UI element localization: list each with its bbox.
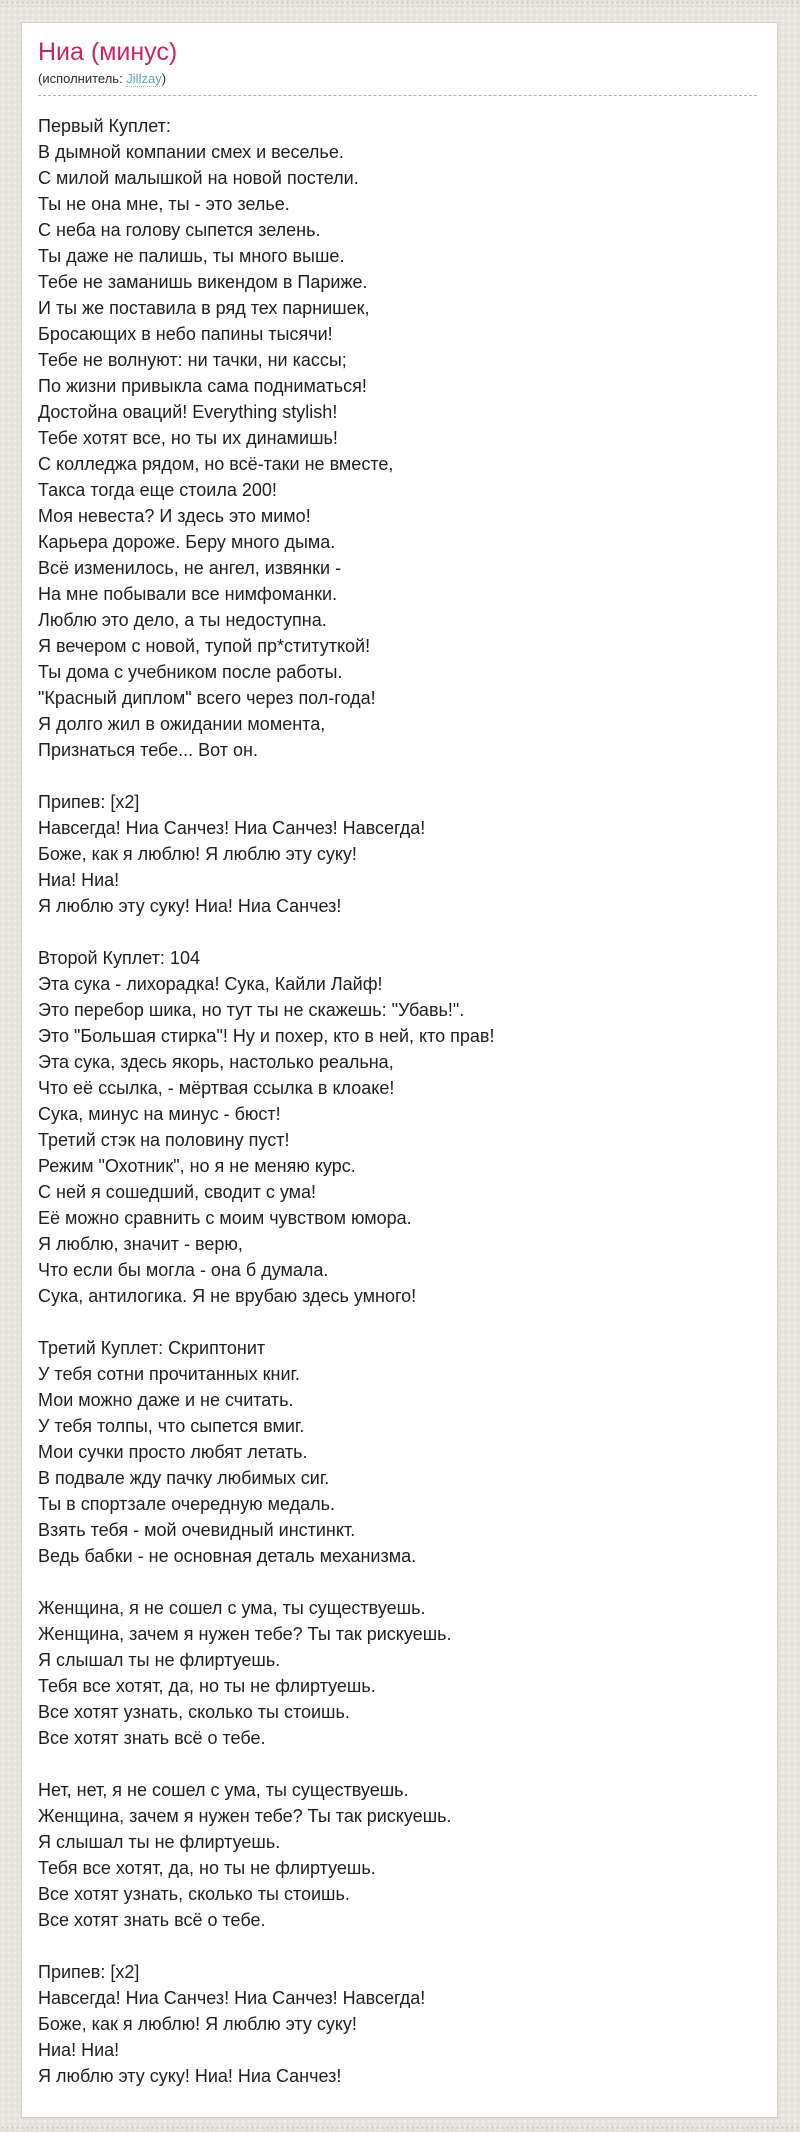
lyrics-line: Сука, минус на минус - бюст!: [38, 1104, 281, 1124]
stanza: [38, 789, 759, 919]
lyrics-line: У тебя сотни прочитанных книг.: [38, 1364, 300, 1384]
lyrics-line: Достойна оваций! Everything stylish!: [38, 402, 338, 422]
lyrics-line: Тебе хотят все, но ты их динамишь!: [38, 428, 338, 448]
lyrics-line: Такса тогда еще стоила 200!: [38, 480, 277, 500]
lyrics-line: Припев: [x2]: [38, 1962, 140, 1982]
artist-link[interactable]: Jillzay: [126, 71, 162, 86]
lyrics-line: Тебе не заманишь викендом в Париже.: [38, 272, 368, 292]
lyrics-line: Боже, как я люблю! Я люблю эту суку!: [38, 844, 357, 864]
lyrics-line: Нет, нет, я не сошел с ума, ты существуешь.: [38, 1780, 409, 1800]
lyrics-line: Это "Большая стирка"! Ну и похер, кто в ней, кто прав!: [38, 1026, 495, 1046]
lyrics-line: Режим "Охотник", но я не меняю курс.: [38, 1156, 356, 1176]
lyrics-line: В дымной компании смех и веселье.: [38, 142, 344, 162]
lyrics-line: Третий Куплет: Скриптонит: [38, 1338, 266, 1358]
lyrics-line: "Красный диплом" всего через пол-года!: [38, 688, 376, 708]
lyrics-line: Ниа! Ниа!: [38, 2040, 120, 2060]
lyrics-line: Первый Куплет:: [38, 116, 171, 136]
lyrics-line: Я вечером с новой, тупой пр*ституткой!: [38, 636, 371, 656]
lyrics-line: Все хотят узнать, сколько ты стоишь.: [38, 1702, 350, 1722]
lyrics-line: Женщина, зачем я нужен тебе? Ты так рискуешь.: [38, 1624, 452, 1644]
lyrics-line: Мои сучки просто любят летать.: [38, 1442, 308, 1462]
stanza: [38, 1777, 759, 1933]
song-title: Ниа (минус): [38, 38, 178, 66]
lyrics-line: Я долго жил в ожидании момента,: [38, 714, 326, 734]
lyrics-line: Моя невеста? И здесь это мимо!: [38, 506, 311, 526]
lyrics-line: Всё изменилось, не ангел, извянки -: [38, 558, 342, 578]
lyrics-line: Ты дома с учебником после работы.: [38, 662, 343, 682]
lyrics-line: Это перебор шика, но тут ты не скажешь: "Убавь!".: [38, 1000, 465, 1020]
lyrics-line: Навсегда! Ниа Санчез! Ниа Санчез! Навсегда!: [38, 818, 426, 838]
artist-line: [38, 70, 757, 96]
lyrics-line: Я люблю эту суку! Ниа! Ниа Санчез!: [38, 896, 342, 916]
lyrics-line: У тебя толпы, что сыпется вмиг.: [38, 1416, 305, 1436]
lyrics-line: Женщина, зачем я нужен тебе? Ты так рискуешь.: [38, 1806, 452, 1826]
lyrics-line: Что если бы могла - она б думала.: [38, 1260, 329, 1280]
lyrics-line: С милой малышкой на новой постели.: [38, 168, 359, 188]
lyrics-line: Второй Куплет: 104: [38, 948, 200, 968]
stanza: [38, 945, 759, 1309]
stanza: [38, 1595, 759, 1751]
lyrics-line: Эта сука - лихорадка! Сука, Кайли Лайф!: [38, 974, 383, 994]
lyrics-line: Ведь бабки - не основная деталь механизма.: [38, 1546, 417, 1566]
lyrics-line: На мне побывали все нимфоманки.: [38, 584, 338, 604]
lyrics-line: Третий стэк на половину пуст!: [38, 1130, 290, 1150]
lyrics-line: По жизни привыкла сама подниматься!: [38, 376, 367, 396]
lyrics-line: Все хотят знать всё о тебе.: [38, 1910, 266, 1930]
lyrics-line: Взять тебя - мой очевидный инстинкт.: [38, 1520, 356, 1540]
lyrics-line: Что её ссылка, - мёртвая ссылка в клоаке!: [38, 1078, 395, 1098]
lyrics-line: Все хотят знать всё о тебе.: [38, 1728, 266, 1748]
lyrics-line: Бросающих в небо папины тысячи!: [38, 324, 333, 344]
lyrics-line: Признаться тебе... Вот он.: [38, 740, 258, 760]
lyrics-line: Тебя все хотят, да, но ты не флиртуешь.: [38, 1676, 376, 1696]
lyrics-line: И ты же поставила в ряд тех парнишек,: [38, 298, 370, 318]
stanza: [38, 1335, 759, 1569]
lyrics-card: [21, 22, 778, 2118]
lyrics-text: [38, 113, 759, 2089]
artist-label-suffix: ): [161, 71, 167, 86]
lyrics-line: С неба на голову сыпется зелень.: [38, 220, 321, 240]
lyrics-line: В подвале жду пачку любимых сиг.: [38, 1468, 330, 1488]
stanza: [38, 113, 759, 763]
lyrics-line: Тебя все хотят, да, но ты не флиртуешь.: [38, 1858, 376, 1878]
lyrics-line: Ты в спортзале очередную медаль.: [38, 1494, 336, 1514]
lyrics-line: Эта сука, здесь якорь, настолько реальна,: [38, 1052, 394, 1072]
lyrics-line: Сука, антилогика. Я не врубаю здесь умного!: [38, 1286, 417, 1306]
lyrics-line: Тебе не волнуют: ни тачки, ни кассы;: [38, 350, 347, 370]
lyrics-line: Все хотят узнать, сколько ты стоишь.: [38, 1884, 350, 1904]
lyrics-line: Ниа! Ниа!: [38, 870, 120, 890]
lyrics-line: Её можно сравнить с моим чувством юмора.: [38, 1208, 412, 1228]
lyrics-line: Ты не она мне, ты - это зелье.: [38, 194, 290, 214]
lyrics-line: Навсегда! Ниа Санчез! Ниа Санчез! Навсегда!: [38, 1988, 426, 2008]
lyrics-line: Я люблю эту суку! Ниа! Ниа Санчез!: [38, 2066, 342, 2086]
lyrics-line: Карьера дороже. Беру много дыма.: [38, 532, 336, 552]
lyrics-line: Ты даже не палишь, ты много выше.: [38, 246, 345, 266]
lyrics-line: Люблю это дело, а ты недоступна.: [38, 610, 327, 630]
stanza: [38, 1959, 759, 2089]
lyrics-line: С ней я сошедший, сводит с ума!: [38, 1182, 317, 1202]
lyrics-line: Я слышал ты не флиртуешь.: [38, 1650, 281, 1670]
lyrics-line: Я люблю, значит - верю,: [38, 1234, 243, 1254]
lyrics-line: Припев: [x2]: [38, 792, 140, 812]
lyrics-line: Женщина, я не сошел с ума, ты существуешь.: [38, 1598, 426, 1618]
lyrics-line: Боже, как я люблю! Я люблю эту суку!: [38, 2014, 357, 2034]
page-top-dotted-seam: [0, 0, 800, 7]
lyrics-line: Мои можно даже и не считать.: [38, 1390, 294, 1410]
page-bottom-dotted-seam: [0, 2125, 800, 2132]
artist-label-prefix: (исполнитель:: [38, 71, 127, 86]
lyrics-line: Я слышал ты не флиртуешь.: [38, 1832, 281, 1852]
lyrics-line: С колледжа рядом, но всё-таки не вместе,: [38, 454, 394, 474]
